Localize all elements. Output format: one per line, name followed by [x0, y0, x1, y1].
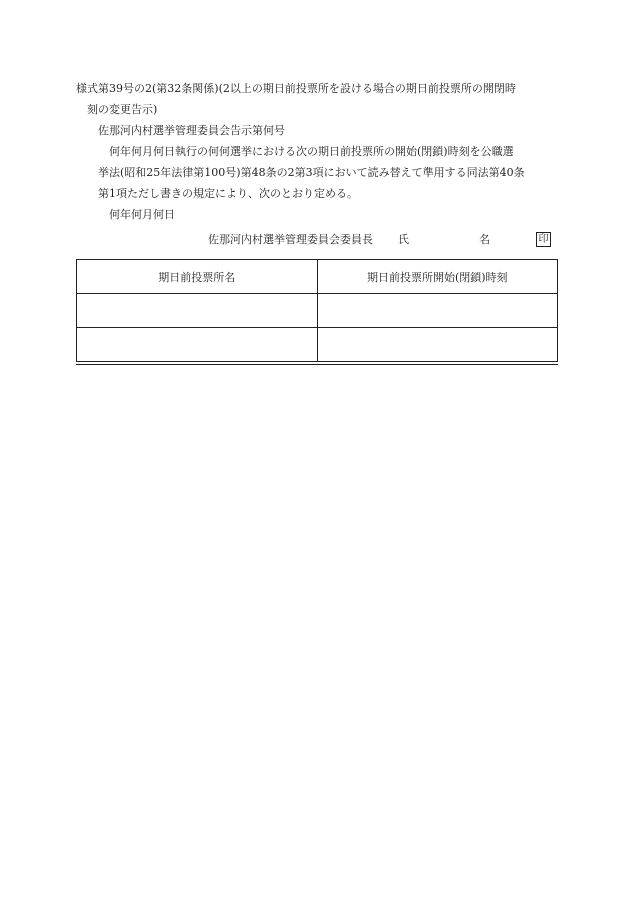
column-header-station-name: 期日前投票所名 — [77, 260, 318, 294]
body-line-3: 第1項ただし書きの規定により、次のとおり定める。 — [98, 187, 358, 200]
signer-shi: 氏 — [398, 233, 409, 246]
polling-station-table — [76, 259, 558, 365]
form-heading: 様式第39号の2(第32条関係)(2以上の期日前投票所を設ける場合の期日前投票所の開閉時 — [76, 82, 516, 95]
seal-mark: 印 — [536, 232, 551, 247]
table-cell — [317, 294, 558, 328]
table-cell — [77, 328, 318, 364]
signer-mei: 名 — [479, 233, 490, 246]
table-cell — [77, 294, 318, 328]
body-line-1: 何年何月何日執行の何何選挙における次の期日前投票所の開始(閉鎖)時刻を公職選 — [109, 145, 514, 158]
body-line-2: 挙法(昭和25年法律第100号)第48条の2第3項において読み替えて準用する同法第40条 — [98, 166, 525, 179]
table-row — [77, 328, 558, 364]
notice-date: 何年何月何日 — [109, 208, 175, 221]
table-row — [77, 294, 558, 328]
table-header-row — [77, 260, 558, 294]
signer-line — [76, 232, 558, 248]
form-heading-continued: 刻の変更告示) — [87, 103, 158, 116]
notice-number: 佐那河内村選挙管理委員会告示第何号 — [98, 124, 285, 137]
column-header-time: 期日前投票所開始(閉鎖)時刻 — [317, 260, 558, 294]
signer-title: 佐那河内村選挙管理委員会委員長 — [208, 233, 373, 246]
table-cell — [317, 328, 558, 364]
notice-document — [76, 78, 558, 246]
